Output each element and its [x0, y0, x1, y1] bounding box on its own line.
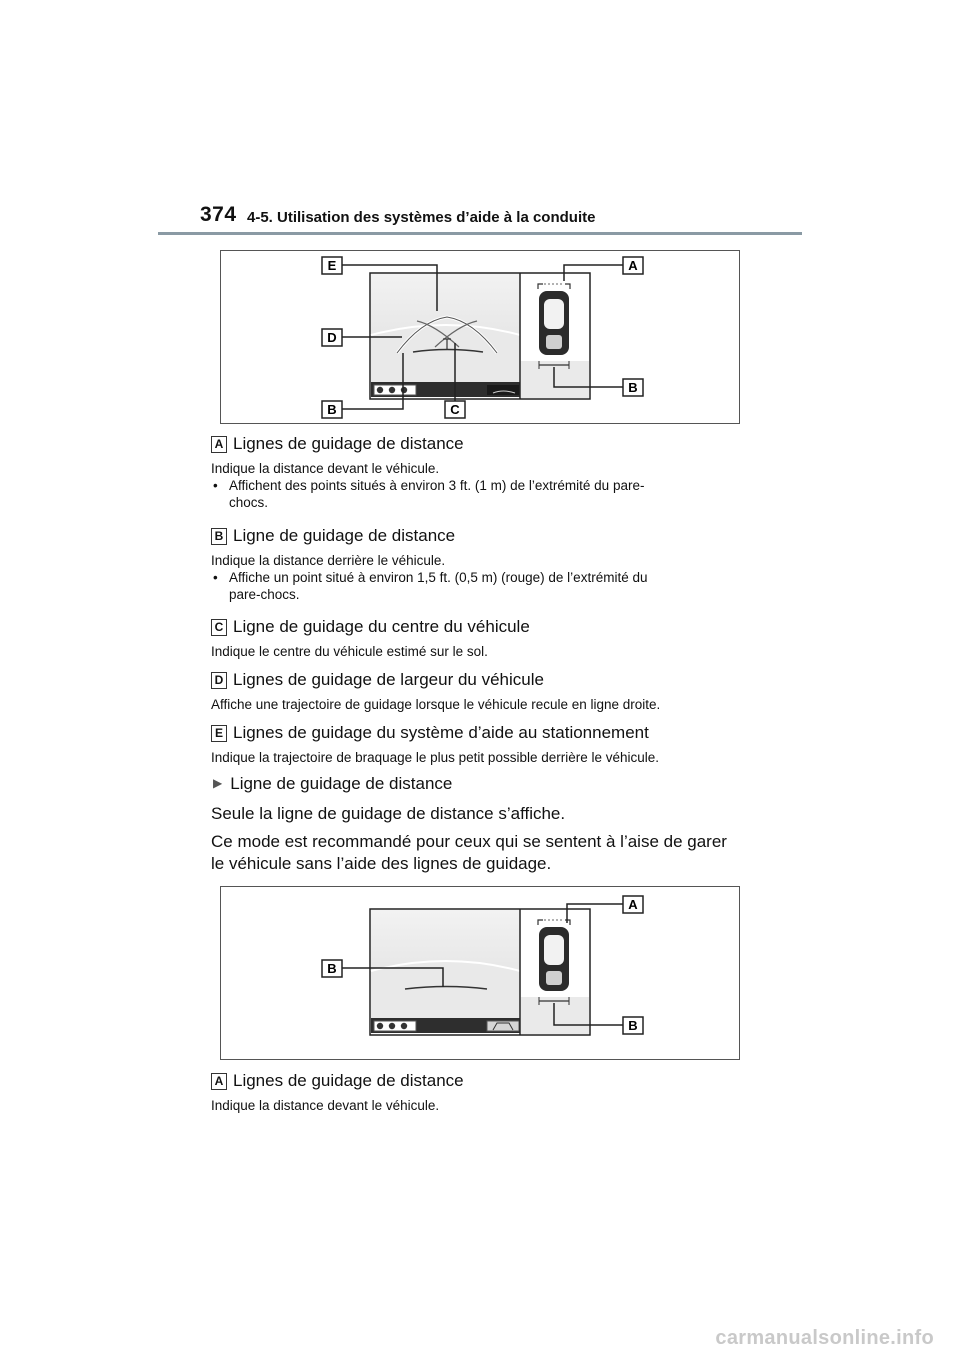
section-title: 4-5. Utilisation des systèmes d’aide à la conduite [247, 209, 596, 226]
figure-distance-only [220, 886, 740, 1060]
callout-B-right-2 [623, 1017, 643, 1034]
item2-a-title: Lignes de guidage de distance [233, 1071, 464, 1090]
triangle-bullet-icon: ▶ [213, 776, 223, 790]
rear-camera-view-2 [371, 910, 520, 1033]
item-a-bullet-line2: chocs. [229, 495, 269, 510]
page-number: 374 [200, 203, 237, 226]
callout-D [322, 329, 342, 346]
item-c-letter: C [211, 619, 227, 636]
item-b-bullet: • Affiche un point situé à environ 1,5 ft. (0,5 m) (rouge) de l’extrémité du pare-chocs. [213, 570, 648, 602]
item-a-bullet-line1: Affichent des points situés à environ 3 ft. (1 m) de l’extrémité du pare- [229, 478, 645, 493]
item-d-title: Lignes de guidage de largeur du véhicule [233, 670, 544, 689]
mode-paragraph-2-line2: le véhicule sans l’aide des lignes de guidage. [211, 854, 552, 873]
item-d-letter: D [211, 672, 227, 689]
item-e-heading [211, 723, 649, 743]
figure-guidelines-full [220, 250, 740, 424]
item-d-desc: Affiche une trajectoire de guidage lorsque le véhicule recule en ligne droite. [211, 697, 661, 712]
item-a-letter: A [211, 436, 227, 453]
item-e-letter: E [211, 725, 227, 742]
rear-camera-view [371, 274, 520, 397]
item-e-title: Lignes de guidage du système d’aide au stationnement [233, 723, 649, 742]
callout-B-left [322, 401, 342, 418]
figure-distance-only-drawing [221, 887, 739, 1059]
svg-text:A: A [628, 897, 638, 912]
item-b-letter: B [211, 528, 227, 545]
callout-E [322, 257, 342, 274]
svg-text:D: D [327, 330, 337, 345]
header-rule [158, 232, 802, 235]
mode-paragraph-2-line1: Ce mode est recommandé pour ceux qui se sentent à l’aise de garer [211, 832, 727, 851]
figure-guidelines-full-drawing [221, 251, 739, 423]
item-c-heading [211, 617, 530, 637]
svg-text:E: E [327, 258, 337, 273]
item-b-title: Ligne de guidage de distance [233, 526, 456, 545]
item-a-desc: Indique la distance devant le véhicule. [211, 461, 440, 476]
item-b-bullet-line1: Affiche un point situé à environ 1,5 ft. (0,5 m) (rouge) de l’extrémité du [229, 570, 648, 585]
callout-C [445, 401, 465, 418]
item-b-desc: Indique la distance derrière le véhicule. [211, 553, 446, 568]
svg-text:C: C [450, 402, 460, 417]
svg-text:B: B [628, 1018, 638, 1033]
item-c-desc: Indique le centre du véhicule estimé sur le sol. [211, 644, 488, 659]
watermark: carmanualsonline.info [715, 1327, 934, 1349]
mode-paragraph-1: Seule la ligne de guidage de distance s’affiche. [211, 804, 566, 823]
callout-B-right [623, 379, 643, 396]
callout-A-2 [623, 896, 643, 913]
svg-text:B: B [327, 961, 337, 976]
mode-heading [213, 774, 452, 794]
item2-a-heading [211, 1071, 464, 1091]
callout-B-left-2 [322, 960, 342, 977]
item-a-heading [211, 434, 464, 454]
item-b-heading [211, 526, 455, 546]
item-c-title: Ligne de guidage du centre du véhicule [233, 617, 530, 636]
item-e-desc: Indique la trajectoire de braquage le plus petit possible derrière le véhicule. [211, 750, 660, 765]
item-b-bullet-line2: pare-chocs. [229, 587, 300, 602]
item-a-title: Lignes de guidage de distance [233, 434, 464, 453]
svg-text:A: A [628, 258, 638, 273]
svg-text:B: B [327, 402, 337, 417]
item-a-bullet: • Affichent des points situés à environ 3 ft. (1 m) de l’extrémité du pare- chocs. [213, 478, 645, 510]
item2-a-letter: A [211, 1073, 227, 1090]
svg-text:B: B [628, 380, 638, 395]
callout-A [623, 257, 643, 274]
mode-heading-text: Ligne de guidage de distance [230, 774, 453, 793]
item2-a-desc: Indique la distance devant le véhicule. [211, 1098, 440, 1113]
item-d-heading [211, 670, 544, 690]
